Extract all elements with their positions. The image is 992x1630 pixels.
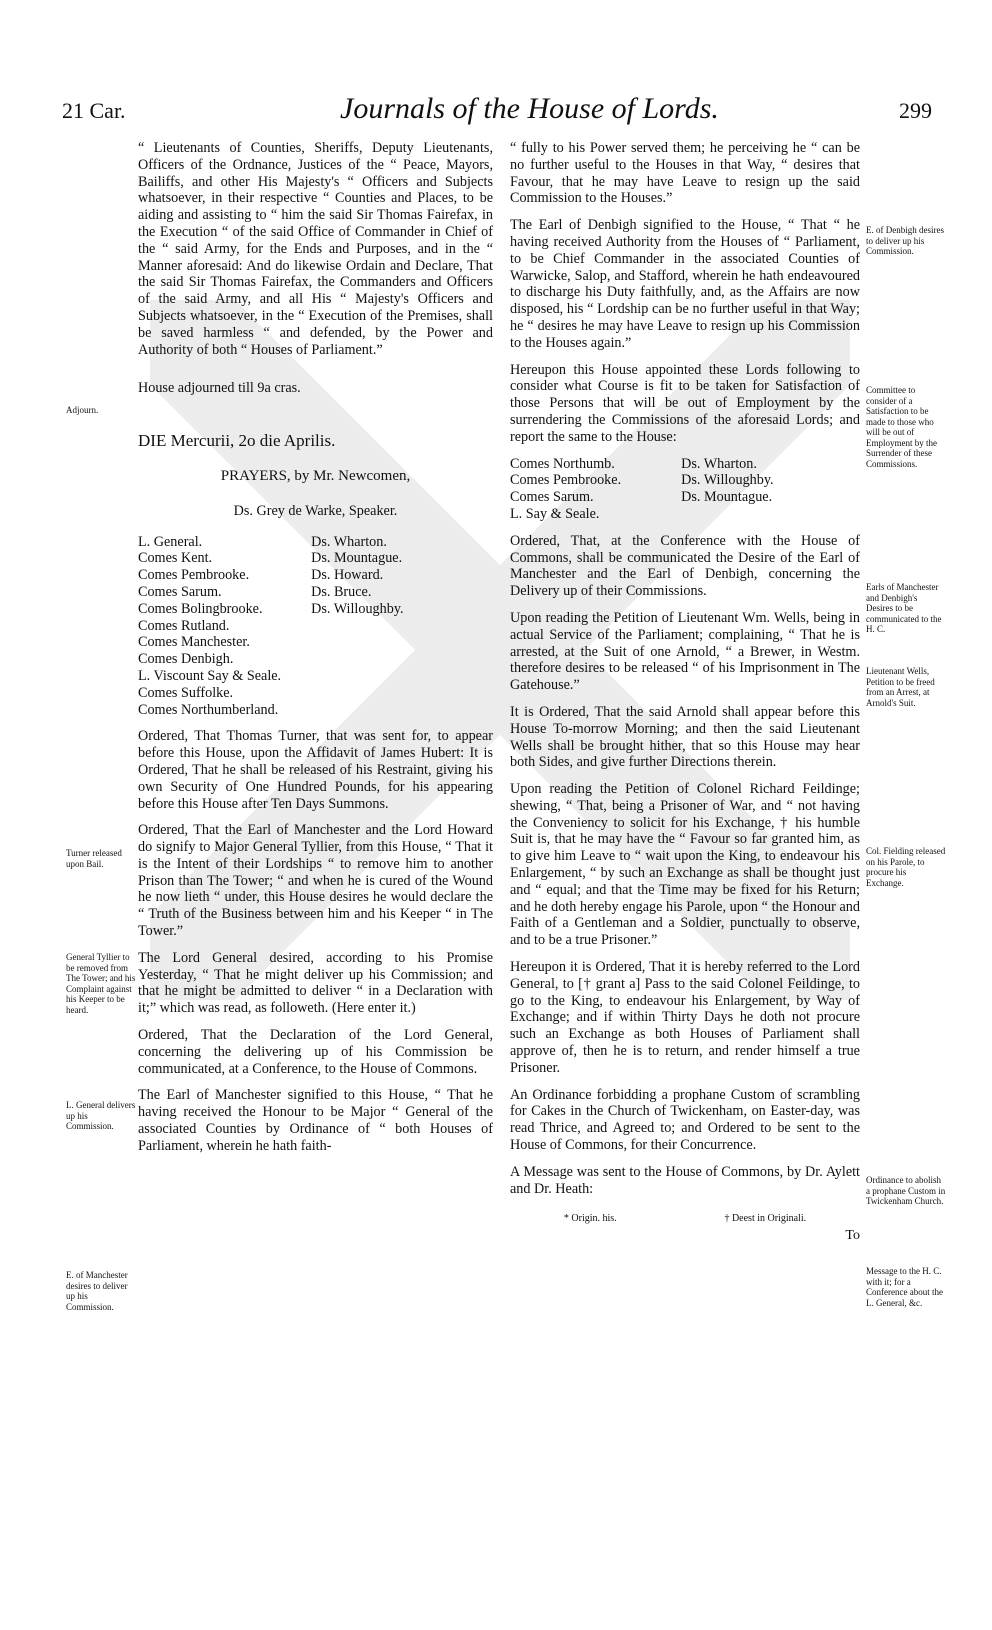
lord-name: Ds. Willoughby.: [681, 472, 774, 489]
lord-name: Ds. Wharton.: [311, 533, 387, 550]
speaker-line: Ds. Grey de Warke, Speaker.: [233, 502, 398, 519]
left-column: [138, 140, 493, 1165]
page-number: 299: [899, 98, 932, 123]
running-head-left: 21 Car.: [62, 98, 126, 123]
declaration-entry: Ordered, That the Declaration of the Lord General, concerning the delivering up of his Commission be communicated, at a Conference, to the House of Commons.: [138, 1027, 493, 1077]
margin-note-tyllier: General Tyllier to be removed from The Tower; and his Complaint against his Keeper to be heard.: [66, 952, 136, 1015]
message-entry: A Message was sent to the House of Commons, by Dr. Aylett and Dr. Heath:: [510, 1163, 860, 1197]
arnold-entry: It is Ordered, That the said Arnold shall appear before this House To-morrow Morning; and then the said Lieutenant Wells shall be brought hither, that so this House may hear both Sides, and give further Directions therein.: [510, 703, 860, 771]
footnote: * Origin. his.: [563, 1213, 617, 1225]
lord-name: Comes Pembrooke.: [138, 567, 250, 584]
margin-note-adjourn: Adjourn.: [66, 405, 99, 415]
footnotes: [510, 1211, 860, 1228]
lord-name: Comes Rutland.: [138, 617, 230, 634]
prayers-line: PRAYERS, by Mr. Newcomen,: [220, 467, 411, 484]
margin-note-manchester: E. of Manchester desires to deliver up his Commission.: [66, 1270, 128, 1312]
lord-name: Ds. Mountague.: [311, 550, 403, 567]
margin-note-ordinance: Ordinance to abolish a prophane Custom in Twickenham Church.: [866, 1175, 946, 1206]
lord-name: Ds. Mountague.: [681, 489, 773, 506]
denbigh-entry: The Earl of Denbigh signified to the House, “ That “ he having received Authority from the Houses of “ Parliament, to be Chief Commander in the associated Counties of Warwicke, Salop, and Stafford, wherein he hath endeavoured to discharge his Duty faithfully, and, as the Affairs are now disposed, his “ Lordship can be no further useful in that Way; he “ desires he may have Leave to resign up his Commission to the Houses again.”: [510, 217, 860, 351]
lord-name: Ds. Willoughby.: [311, 600, 404, 617]
lord-name: Ds. Bruce.: [311, 583, 372, 600]
attendance-list: [138, 534, 493, 719]
turner-entry: Ordered, That Thomas Turner, that was sent for, to appear before this House, upon the Affidavit of James Hubert: It is Ordered, That he shall be released of his Restraint, giving his own Security of One Hundred Pounds, for his appearing before this House after Ten Days Summons.: [138, 728, 493, 812]
lord-name: Comes Sarum.: [138, 583, 222, 600]
committee-list-right: [681, 456, 773, 523]
lord-name: Comes Sarum.: [510, 489, 594, 506]
margin-note-denbigh: E. of Denbigh desires to deliver up his Commission.: [866, 225, 944, 256]
catchword: To: [845, 1228, 860, 1244]
running-head-title: Journals of the House of Lords.: [340, 92, 719, 125]
right-column: [510, 140, 860, 1245]
ordinance-entry: An Ordinance forbidding a prophane Custom of scrambling for Cakes in the Church of Twickenham, on Easter-day, was read Thrice, and Agreed to; and Ordered to be sent to the House of Commons, for their Concurrence.: [510, 1086, 860, 1154]
conference-entry: Ordered, That, at the Conference with the House of Commons, shall be communicated the Desire of the Earl of Manchester and the Earl of Denbigh, concerning the Delivery up of their Commissions.: [510, 532, 860, 600]
lord-name: L. General.: [138, 533, 203, 550]
margin-note-committee: Committee to consider of a Satisfaction to be made to those who will be out of Employment by the Surrender of these Commissions.: [866, 385, 937, 469]
committee-entry: Hereupon this House appointed these Lords following to consider what Course is fit to be taken for Satisfaction of those Persons that will be out of Employment by the surrendering the Commissions of the aforesaid Lords; and report the same to the House:: [510, 361, 860, 445]
margin-note-earls: Earls of Manchester and Denbigh's Desires to be communicated to the H. C.: [866, 582, 942, 634]
attendance-list-right: [311, 534, 403, 719]
attendance-list-left: [138, 534, 281, 719]
committee-list-left: [510, 456, 621, 523]
margin-note-message: Message to the H. C. with it; for a Conference about the L. General, &c.: [866, 1266, 943, 1308]
margin-note-turner: Turner released upon Bail.: [66, 848, 122, 869]
committee-list: [510, 456, 860, 523]
margin-note-general: L. General delivers up his Commission.: [66, 1100, 136, 1131]
lord-name: L. Viscount Say & Seale.: [138, 667, 282, 684]
lord-name: Comes Pembrooke.: [510, 472, 622, 489]
lord-name: L. Say & Seale.: [510, 505, 600, 522]
lord-name: Comes Northumberland.: [138, 701, 279, 718]
manchester-entry: The Earl of Manchester signified to this House, “ That he having received the Honour to be Major “ General of the associated Counties by Ordinance of “ both Houses of Parliament, wherein he hath faith-: [138, 1087, 493, 1154]
tyllier-entry: Ordered, That the Earl of Manchester and the Lord Howard do signify to Major General Tyllier, from this House, “ That it is the Intent of their Lordships “ to remove him to another Prison than The Tower; “ and when he is cured of the Wound he now lieth “ under, this House desires he would declare the “ Truth of the Business between him and his Keeper “ in The Tower.”: [138, 822, 493, 940]
lord-name: Ds. Wharton.: [681, 455, 757, 472]
manchester-continuation: “ fully to his Power served them; he perceiving he “ can be no further useful to the Houses in that Way, “ desires that Favour, that he may have Leave to resign up the said Commission to the Houses.”: [510, 140, 860, 207]
pass-entry: Hereupon it is Ordered, That it is hereby referred to the Lord General, to [† grant a] Pass to the said Colonel Feildinge, to go to the King, to endeavour his Enlargement, by Way of Exchange; and if within Thirty Days he doth not procure such an Exchange as both Houses of Parliament shall approve of, then he is to return, and render himself a true Prisoner.: [510, 959, 860, 1076]
margin-note-wells: Lieutenant Wells, Petition to be freed from an Arrest, at Arnold's Suit.: [866, 666, 935, 708]
wells-entry: Upon reading the Petition of Lieutenant Wm. Wells, being in actual Service of the Parliament; complaining, “ That he is arrested, at the Suit of one Arnold, “ a Brewer, in Westm. therefore desires to be released “ of his Imprisonment in The Gatehouse.”: [510, 609, 860, 694]
lord-name: Comes Northumb.: [510, 455, 615, 472]
lord-name: Comes Manchester.: [138, 634, 250, 651]
margin-note-fielding: Col. Fielding released on his Parole, to procure his Exchange.: [866, 846, 946, 888]
lord-name: Comes Denbigh.: [138, 651, 234, 668]
lord-name: Comes Kent.: [138, 550, 213, 567]
footnote: † Deest in Originali.: [724, 1213, 807, 1225]
lord-general-entry: The Lord General desired, according to his Promise Yesterday, “ That he might deliver up his Commission; and that he might be admitted to deliver “ in a Declaration with it;” which was read, as followeth. (Here enter it.): [138, 949, 493, 1017]
date-heading: DIE Mercurii, 2o die Aprilis.: [138, 431, 336, 451]
feildinge-entry: Upon reading the Petition of Colonel Richard Feildinge; shewing, “ That, being a Prisoner of War, and “ not having the Conveniency to solicit for his Exchange, † his humble Suit is, that he may have the “ Favour so far granted him, as to give him Leave to “ wait upon the King, to endeavour his Enlargement, “ by such an Exchange as shall be thought just and “ equal; and that the Time may be fixed for his Return; and he doth hereby engage his Parole, upon “ the Honour and Faith of a Gentleman and a Soldier, punctually to observe, and to be a true Prisoner.”: [510, 781, 860, 949]
lord-name: Ds. Howard.: [311, 567, 384, 584]
ordinance-continuation: “ Lieutenants of Counties, Sheriffs, Deputy Lieutenants, Officers of the Ordnance, Justices of the “ Peace, Mayors, Bailiffs, and other His Majesty's “ Officers and Subjects whatsoever, in their respective “ Counties and Places, to be aiding and assisting to “ him the said Sir Thomas Fairefax, in the Execution “ of the said Office of Commander in Chief of the “ said Army, for the Ends and Purposes, and in the “ Manner aforesaid: And do likewise Ordain and Declare, That the said Sir Thomas Fairefax, the Commanders and Officers of the said Army, and all His “ Majesty's Officers and Subjects whatsoever, in the “ Execution of the Premises, shall be saved harmless “ and defended, by the Power and Authority of both “ Houses of Parliament.”: [138, 140, 493, 358]
lord-name: Comes Suffolke.: [138, 684, 234, 701]
lord-name: Comes Bolingbrooke.: [138, 600, 263, 617]
adjournment-entry: House adjourned till 9a cras.: [138, 380, 301, 397]
